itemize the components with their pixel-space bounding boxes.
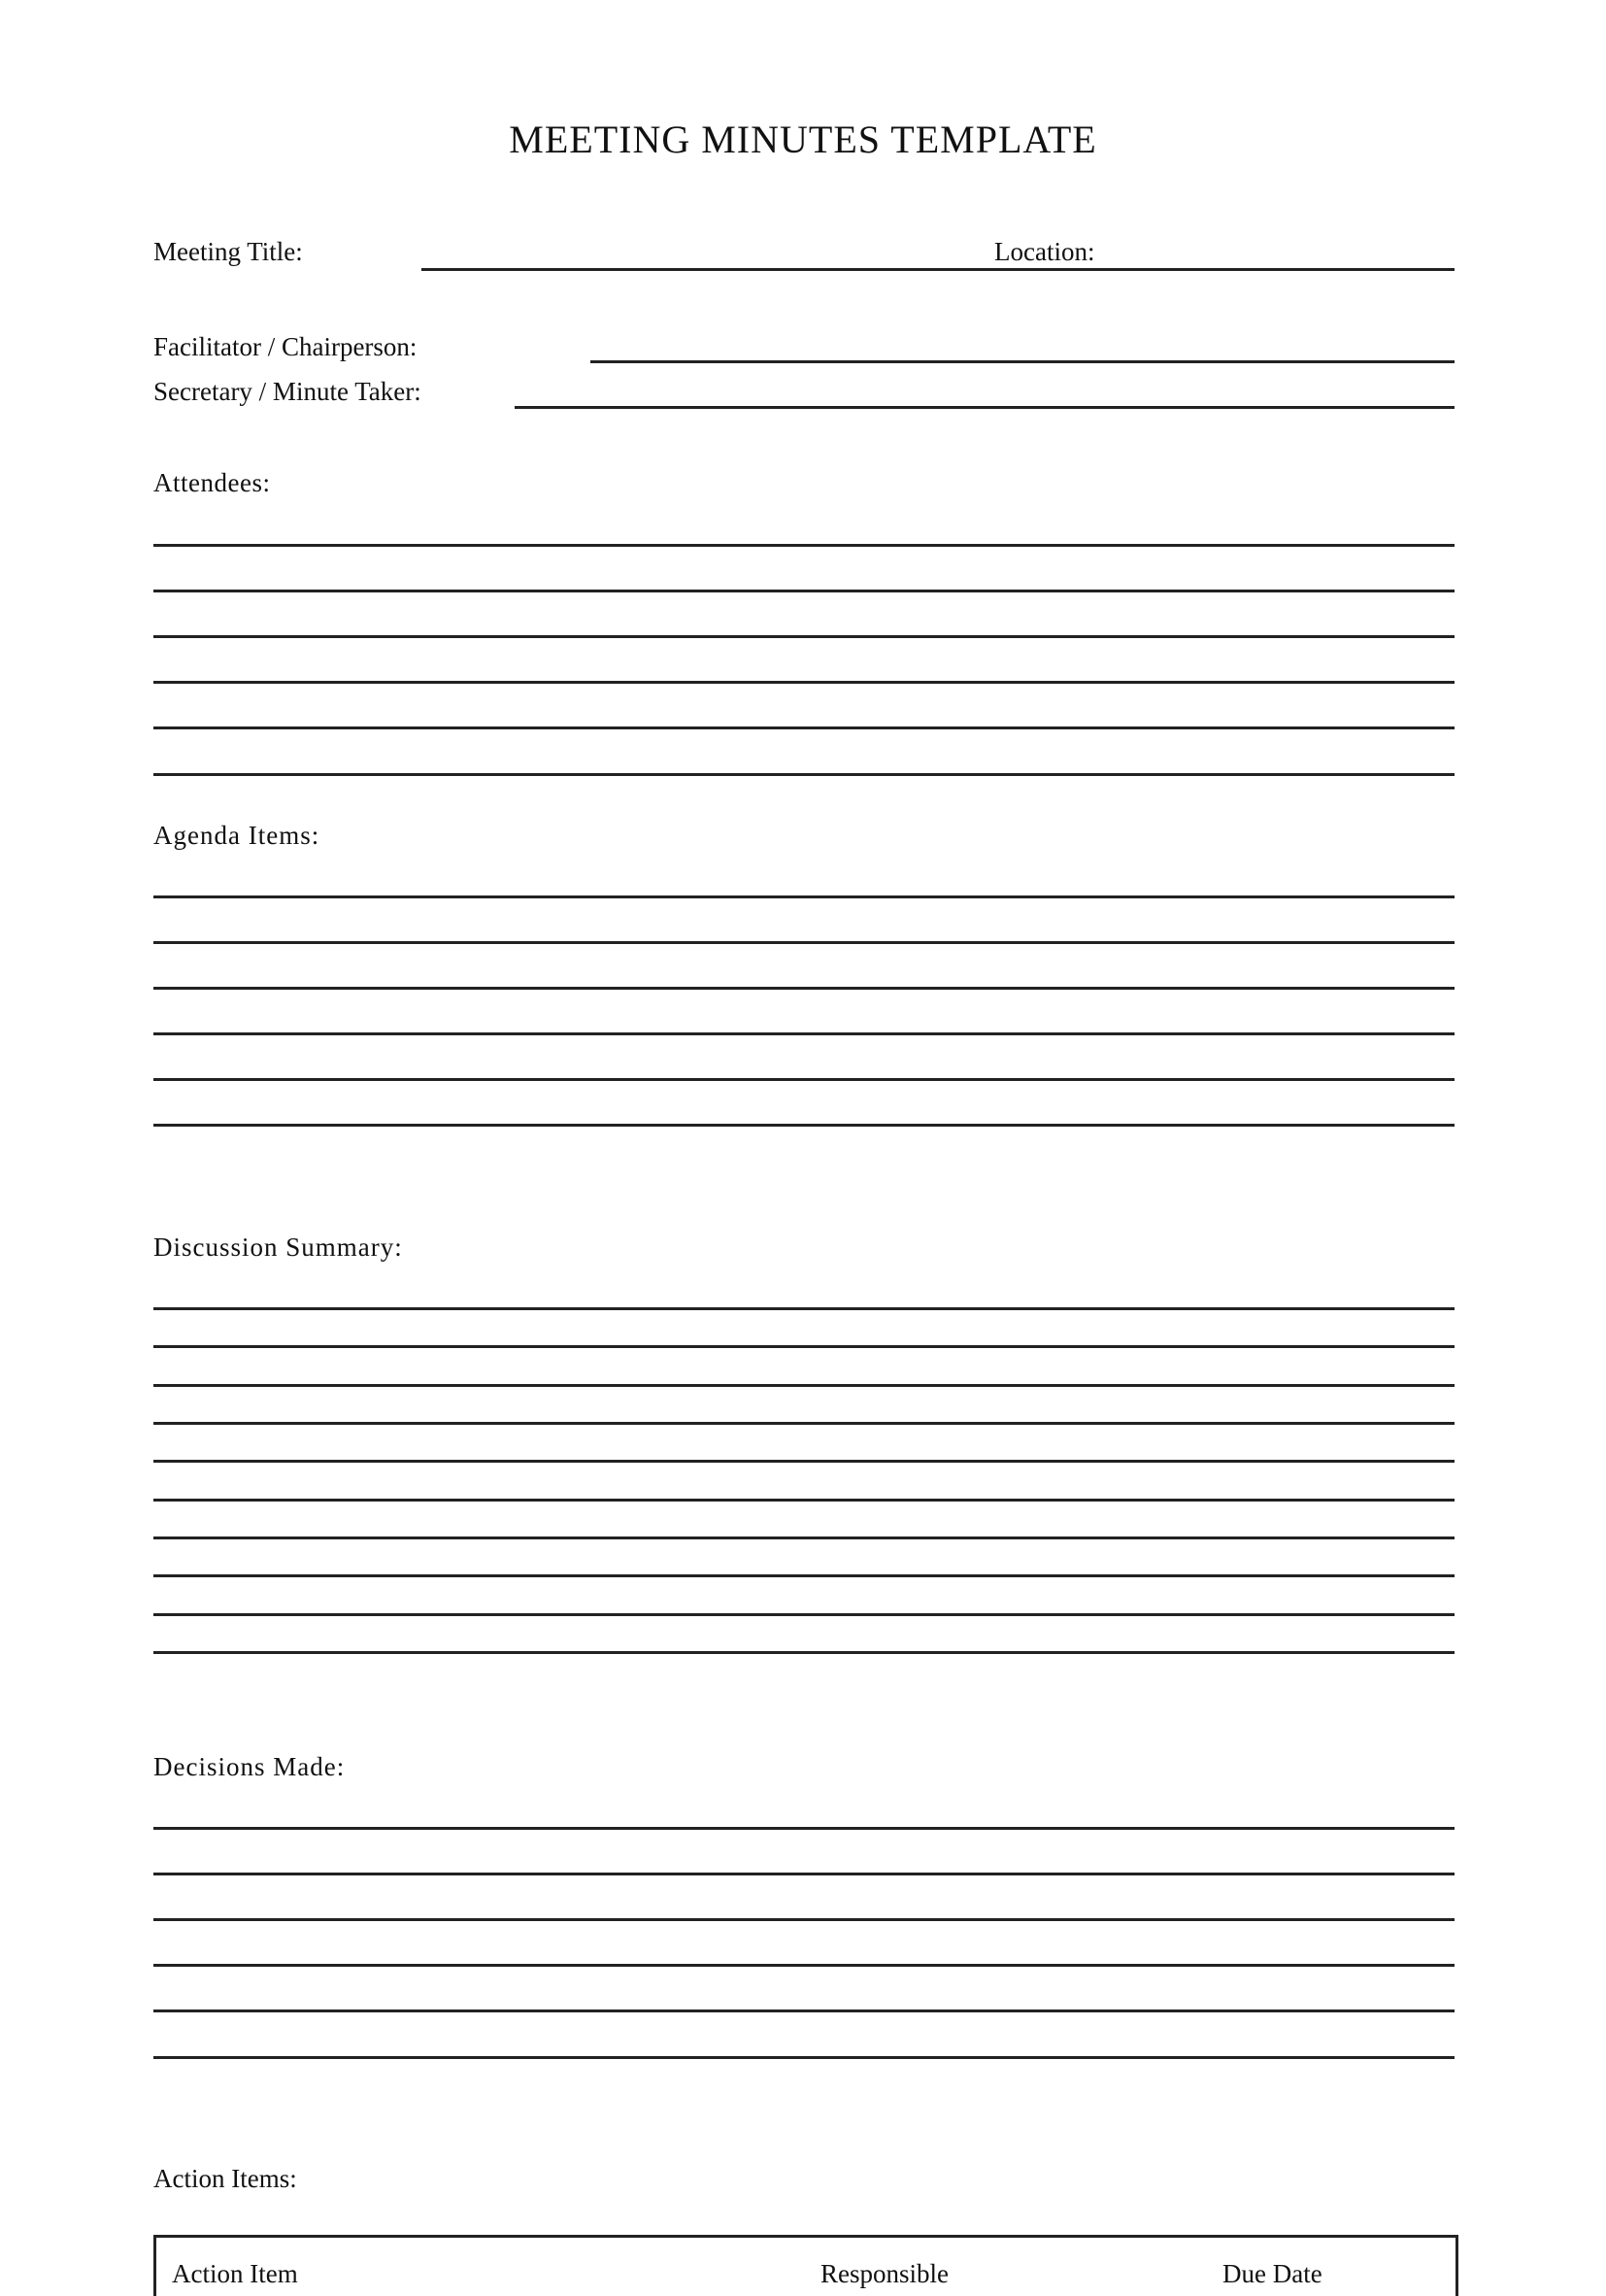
writing-line — [153, 681, 1455, 684]
writing-line — [153, 773, 1455, 776]
writing-line — [153, 2009, 1455, 2012]
writing-line — [153, 726, 1455, 729]
writing-line — [153, 1032, 1455, 1035]
discussion-heading: Discussion Summary: — [153, 1232, 403, 1262]
writing-line — [153, 1613, 1455, 1616]
writing-line — [153, 1964, 1455, 1967]
location-field[interactable] — [1109, 229, 1453, 266]
meeting-title-field[interactable] — [421, 229, 988, 266]
writing-line — [153, 941, 1455, 944]
meeting-title-label: Meeting Title: — [153, 237, 303, 266]
page-title: MEETING MINUTES TEMPLATE — [509, 118, 1097, 161]
writing-line — [153, 1536, 1455, 1539]
column-header-due-date: Due Date — [1222, 2259, 1322, 2288]
writing-line — [153, 544, 1455, 547]
decisions-heading: Decisions Made: — [153, 1752, 346, 1781]
meeting-title-line — [421, 268, 1455, 271]
writing-line — [153, 1384, 1455, 1387]
writing-line — [153, 590, 1455, 592]
writing-line — [153, 1918, 1455, 1921]
writing-line — [153, 2056, 1455, 2059]
column-header-action-item: Action Item — [172, 2259, 298, 2288]
agenda-heading: Agenda Items: — [153, 821, 320, 850]
writing-line — [153, 1651, 1455, 1654]
writing-line — [153, 1499, 1455, 1502]
writing-line — [153, 987, 1455, 990]
facilitator-label: Facilitator / Chairperson: — [153, 332, 418, 361]
writing-line — [153, 1422, 1455, 1425]
writing-line — [153, 1307, 1455, 1310]
secretary-line — [515, 406, 1455, 409]
column-header-responsible: Responsible — [820, 2259, 949, 2288]
writing-line — [153, 895, 1455, 898]
actions-heading: Action Items: — [153, 2164, 297, 2193]
writing-line — [153, 1124, 1455, 1127]
writing-line — [153, 1460, 1455, 1463]
action-items-table — [153, 2235, 1458, 2296]
attendees-heading: Attendees: — [153, 468, 271, 497]
location-label: Location: — [994, 237, 1095, 266]
writing-line — [153, 635, 1455, 638]
writing-line — [153, 1827, 1455, 1830]
facilitator-field[interactable] — [592, 322, 1451, 359]
writing-line — [153, 1873, 1455, 1875]
secretary-field[interactable] — [517, 369, 1453, 406]
secretary-label: Secretary / Minute Taker: — [153, 377, 421, 406]
facilitator-line — [590, 360, 1455, 363]
writing-line — [153, 1078, 1455, 1081]
writing-line — [153, 1574, 1455, 1577]
writing-line — [153, 1345, 1455, 1348]
